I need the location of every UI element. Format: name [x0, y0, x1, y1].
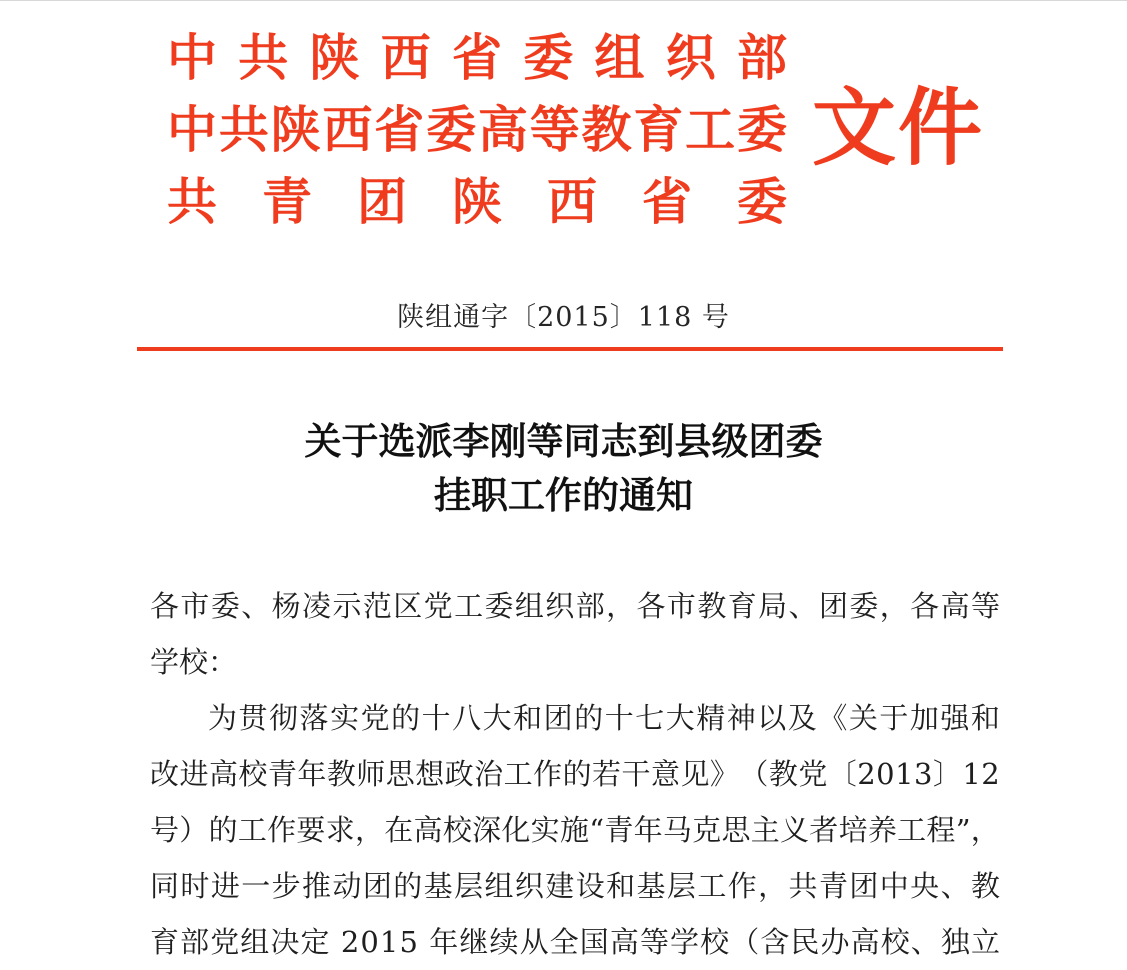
paragraph-line-1	[150, 690, 1000, 746]
text-glyph: 进	[210, 869, 240, 903]
addressee-line-1	[150, 578, 1000, 634]
text-glyph: 1	[379, 925, 399, 959]
text-glyph: ，	[879, 589, 909, 623]
text-glyph: 、	[910, 925, 940, 959]
text-glyph: 层	[666, 869, 696, 903]
title-line-2: 挂职工作的通知	[434, 473, 693, 517]
text-glyph: 决	[270, 925, 300, 959]
text-glyph: 动	[332, 869, 362, 903]
text-glyph: 作	[267, 813, 297, 847]
text-glyph: 七	[635, 701, 665, 735]
text-glyph: 西	[380, 29, 431, 87]
text-glyph: 委	[484, 589, 514, 623]
text-glyph: 省	[642, 173, 692, 231]
text-glyph: “	[589, 813, 605, 847]
text-glyph: 陕	[452, 173, 502, 231]
text-glyph: 省	[452, 29, 502, 87]
paragraph-line-2	[150, 746, 1000, 802]
text-glyph: 工	[897, 813, 927, 847]
text-glyph: 国	[579, 925, 609, 959]
text-glyph: 加	[909, 701, 939, 735]
text-glyph: 建	[545, 869, 575, 903]
text-glyph: 和	[513, 701, 543, 735]
text-glyph: 凌	[302, 589, 332, 623]
text-glyph: 市	[666, 589, 696, 623]
text-glyph: 织	[545, 589, 575, 623]
text-glyph: 想	[415, 757, 445, 791]
text-glyph: 进	[179, 757, 209, 791]
text-glyph: 等	[970, 589, 1000, 623]
text-glyph: 各	[910, 589, 940, 623]
text-glyph: 学	[670, 925, 700, 959]
text-glyph: 教	[697, 589, 727, 623]
text-glyph: 培	[838, 813, 868, 847]
text-glyph: 委	[737, 173, 787, 231]
text-glyph: 教	[326, 757, 356, 791]
text-glyph: 青	[267, 757, 297, 791]
text-glyph: 实	[330, 701, 360, 735]
text-glyph: 育	[150, 925, 180, 959]
text-glyph: 市	[180, 589, 210, 623]
text-glyph: ，	[354, 813, 384, 847]
text-glyph: 续	[489, 925, 519, 959]
text-glyph: 作	[533, 757, 563, 791]
issuer-line-3	[167, 166, 787, 238]
text-glyph: 西	[547, 173, 597, 231]
text-glyph: 1	[895, 757, 914, 791]
text-glyph: 党	[210, 925, 240, 959]
text-glyph: 的	[393, 869, 423, 903]
text-glyph: 中	[879, 869, 909, 903]
text-glyph: 治	[474, 757, 504, 791]
text-glyph: 党	[360, 701, 390, 735]
text-glyph: 校	[880, 925, 910, 959]
text-glyph: 高	[850, 925, 880, 959]
text-glyph: 青	[818, 869, 848, 903]
text-glyph: 神	[726, 701, 756, 735]
text-glyph: 层	[454, 869, 484, 903]
text-glyph: 全	[549, 925, 579, 959]
text-glyph: 0	[360, 925, 379, 959]
text-glyph: 团	[362, 869, 392, 903]
text-glyph: 年	[429, 925, 459, 959]
text-glyph: 政	[444, 757, 474, 791]
text-glyph: 作	[727, 869, 757, 903]
text-glyph: 示	[332, 589, 362, 623]
text-glyph: 《	[818, 701, 848, 735]
text-glyph: 号	[150, 813, 180, 847]
text-glyph: 青	[262, 173, 312, 231]
text-glyph: ，	[970, 813, 1000, 847]
text-glyph: 大	[665, 701, 695, 735]
text-glyph: 委	[736, 101, 787, 159]
text-glyph: 中	[167, 101, 217, 159]
text-glyph: 及	[787, 701, 817, 735]
text-glyph: 中	[167, 29, 217, 87]
text-glyph: 杨	[271, 589, 301, 623]
text-glyph: 共	[788, 869, 818, 903]
text-glyph: 工	[503, 757, 533, 791]
text-glyph: 立	[970, 925, 1000, 959]
text-glyph: 见	[680, 757, 710, 791]
text-glyph: 同	[150, 869, 180, 903]
text-glyph: ”	[955, 813, 971, 847]
text-glyph: 教	[581, 101, 632, 159]
text-glyph: 〕	[932, 757, 962, 791]
text-glyph: 的	[562, 757, 592, 791]
text-glyph: 党	[423, 589, 453, 623]
text-glyph	[419, 914, 428, 970]
text-glyph: 十	[604, 701, 634, 735]
text-glyph: 局	[758, 589, 788, 623]
text-glyph: 独	[940, 925, 970, 959]
text-glyph: 0	[876, 757, 895, 791]
text-glyph: 施	[559, 813, 589, 847]
text-glyph: 实	[530, 813, 560, 847]
top-border-line	[0, 0, 1127, 1]
text-glyph: 委	[849, 589, 879, 623]
text-glyph: 意	[650, 757, 680, 791]
text-glyph: 高	[413, 813, 443, 847]
text-glyph: 工	[237, 813, 267, 847]
document-body	[150, 578, 1000, 970]
text-glyph: 的	[391, 701, 421, 735]
addressee-line-2: 学校：	[150, 645, 238, 679]
text-glyph: 的	[574, 701, 604, 735]
text-glyph: 教	[970, 869, 1000, 903]
text-glyph: 工	[697, 869, 727, 903]
title-line-1: 关于选派李刚等同志到县级团委	[304, 419, 823, 463]
text-glyph: 委	[210, 589, 240, 623]
text-glyph: 师	[356, 757, 386, 791]
text-glyph: 思	[385, 757, 415, 791]
text-glyph: 团	[849, 869, 879, 903]
text-glyph: 2	[340, 925, 360, 959]
text-glyph: 央	[910, 869, 940, 903]
text-glyph: 推	[302, 869, 332, 903]
text-glyph: 干	[621, 757, 651, 791]
text-glyph: 一	[241, 869, 271, 903]
text-glyph: 组	[240, 925, 270, 959]
text-glyph: 化	[501, 813, 531, 847]
issuer-line-1	[167, 22, 787, 94]
text-glyph: 高	[940, 589, 970, 623]
text-glyph: 强	[940, 701, 970, 735]
text-glyph: 工	[454, 589, 484, 623]
text-glyph: 者	[809, 813, 839, 847]
paragraph-line-3	[150, 802, 1000, 858]
text-glyph: 定	[300, 925, 330, 959]
text-glyph: 西	[322, 101, 373, 159]
text-glyph: 基	[636, 869, 666, 903]
text-glyph: 团	[818, 589, 848, 623]
text-glyph: 设	[575, 869, 605, 903]
text-glyph: 年	[633, 813, 663, 847]
text-glyph: 组	[484, 869, 514, 903]
text-glyph: 深	[472, 813, 502, 847]
paragraph-line-4	[150, 858, 1000, 914]
text-glyph: 要	[296, 813, 326, 847]
text-glyph: 时	[180, 869, 210, 903]
text-glyph: 若	[592, 757, 622, 791]
text-glyph: 共	[218, 101, 269, 159]
text-glyph: 含	[760, 925, 790, 959]
text-glyph: 、	[940, 869, 970, 903]
text-glyph: 步	[271, 869, 301, 903]
issuer-line-2	[167, 94, 787, 166]
text-glyph: 工	[685, 101, 736, 159]
text-glyph: 育	[727, 589, 757, 623]
text-glyph: 年	[297, 757, 327, 791]
text-glyph: 义	[780, 813, 810, 847]
text-glyph: 组	[594, 29, 645, 87]
text-glyph: 于	[879, 701, 909, 735]
text-glyph: 克	[692, 813, 722, 847]
text-glyph: 的	[208, 813, 238, 847]
text-glyph: 为	[208, 701, 238, 735]
text-glyph: 思	[721, 813, 751, 847]
text-glyph: 校	[442, 813, 472, 847]
text-glyph: 校	[700, 925, 730, 959]
text-glyph: 高	[208, 757, 238, 791]
text-glyph: 省	[374, 101, 425, 159]
document-number: 陕组通字〔2015〕118 号	[397, 302, 730, 333]
document-word: 文件	[812, 79, 985, 177]
text-glyph: ，	[606, 589, 636, 623]
text-glyph: 从	[519, 925, 549, 959]
text-glyph: 团	[357, 173, 407, 231]
text-glyph: 等	[639, 925, 669, 959]
text-glyph: 高	[609, 925, 639, 959]
text-glyph: 部	[180, 925, 210, 959]
text-glyph: 》	[709, 757, 739, 791]
text-glyph: 民	[790, 925, 820, 959]
text-glyph: 和	[970, 701, 1000, 735]
text-glyph: 陕	[270, 101, 321, 159]
text-glyph: 高	[477, 101, 528, 159]
text-glyph: 部	[737, 29, 787, 87]
text-glyph: 马	[662, 813, 692, 847]
text-glyph: 陕	[309, 29, 360, 87]
text-glyph: 1	[962, 757, 981, 791]
text-glyph: 精	[696, 701, 726, 735]
text-glyph: 2	[981, 757, 1000, 791]
text-glyph: （	[730, 925, 760, 959]
text-glyph: 程	[926, 813, 956, 847]
text-glyph: 3	[913, 757, 933, 791]
text-glyph: 以	[757, 701, 787, 735]
text-glyph: 基	[423, 869, 453, 903]
text-glyph: 和	[606, 869, 636, 903]
text-glyph: 〔	[827, 757, 857, 791]
text-glyph: 八	[452, 701, 482, 735]
text-glyph: 等	[529, 101, 580, 159]
text-glyph	[331, 914, 340, 970]
text-glyph: 5	[399, 925, 418, 959]
text-glyph: 、	[788, 589, 818, 623]
text-glyph: 、	[241, 589, 271, 623]
text-glyph: 主	[750, 813, 780, 847]
text-glyph: ）	[179, 813, 209, 847]
text-glyph: 织	[514, 869, 544, 903]
text-glyph: 委	[426, 101, 477, 159]
text-glyph: 织	[665, 29, 716, 87]
text-glyph: 区	[393, 589, 423, 623]
text-glyph: 办	[820, 925, 850, 959]
text-glyph: 共	[238, 29, 289, 87]
text-glyph: 范	[362, 589, 392, 623]
text-glyph: 养	[867, 813, 897, 847]
text-glyph: 在	[384, 813, 414, 847]
text-glyph: 组	[514, 589, 544, 623]
document-title	[0, 414, 1127, 522]
text-glyph: 落	[299, 701, 329, 735]
text-glyph: 各	[150, 589, 180, 623]
text-glyph: 青	[604, 813, 634, 847]
issuing-authorities	[167, 22, 787, 238]
text-glyph: 各	[636, 589, 666, 623]
text-glyph: 求	[325, 813, 355, 847]
text-glyph: 党	[798, 757, 828, 791]
text-glyph: 彻	[269, 701, 299, 735]
text-glyph: 共	[167, 173, 217, 231]
text-glyph: 贯	[238, 701, 268, 735]
text-glyph: 关	[848, 701, 878, 735]
text-glyph: 校	[238, 757, 268, 791]
text-glyph: 改	[150, 757, 180, 791]
red-separator-line	[137, 347, 1003, 351]
text-glyph: 继	[459, 925, 489, 959]
text-glyph: 团	[543, 701, 573, 735]
text-glyph: 委	[523, 29, 574, 87]
text-glyph: 教	[768, 757, 798, 791]
paragraph-line-5	[150, 914, 1000, 970]
text-glyph: 育	[633, 101, 684, 159]
text-glyph: ，	[758, 869, 788, 903]
text-glyph: 大	[482, 701, 512, 735]
text-glyph: 十	[421, 701, 451, 735]
text-glyph: 部	[575, 589, 605, 623]
text-glyph: （	[739, 757, 769, 791]
text-glyph: 2	[857, 757, 876, 791]
